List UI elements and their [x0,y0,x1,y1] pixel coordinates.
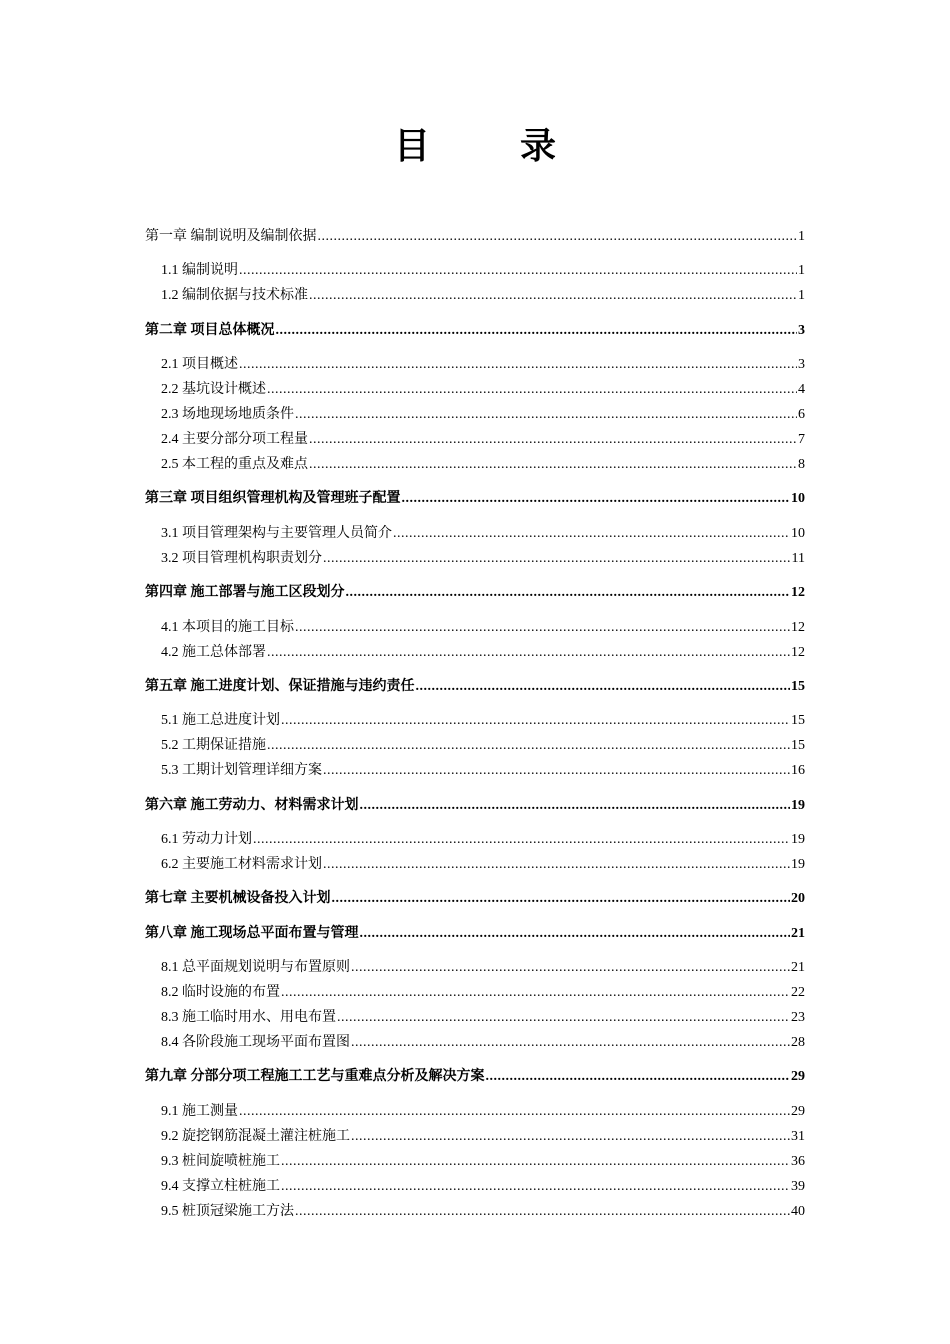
toc-section-entry[interactable] [161,831,805,849]
toc-page-number: 39 [791,1179,805,1194]
toc-dot-leader [309,431,797,449]
toc-dot-leader [267,644,790,662]
toc-page-number: 10 [791,491,805,506]
toc-entry-title: 2.2 基坑设计概述 [161,382,266,397]
toc-section-entry[interactable] [161,381,805,399]
toc-section-entry[interactable] [161,431,805,449]
toc-section-entry[interactable] [161,619,805,637]
toc-section-entry[interactable] [161,712,805,730]
toc-page-number: 15 [791,679,805,694]
toc-dot-leader [295,406,797,424]
toc-entry-title: 第三章 项目组织管理机构及管理班子配置 [145,491,401,506]
toc-entry-title: 第五章 施工进度计划、保证措施与违约责任 [145,679,415,694]
toc-page-number: 7 [798,432,805,447]
toc-entry-title: 2.5 本工程的重点及难点 [161,457,308,472]
toc-dot-leader [309,456,797,474]
toc-page-number: 12 [791,585,805,600]
toc-dot-leader [318,228,798,246]
toc-dot-leader [351,1128,790,1146]
toc-dot-leader [323,856,790,874]
toc-section-entry[interactable] [161,644,805,662]
toc-entry-title: 4.1 本项目的施工目标 [161,620,294,635]
toc-entry-title: 9.4 支撑立柱桩施工 [161,1179,280,1194]
toc-dot-leader [239,356,797,374]
toc-entry-title: 第九章 分部分项工程施工工艺与重难点分析及解决方案 [145,1069,485,1084]
toc-page-number: 1 [798,263,805,278]
toc-entry-title: 6.1 劳动力计划 [161,832,252,847]
toc-section-entry[interactable] [161,456,805,474]
toc-dot-leader [281,1178,790,1196]
toc-page-number: 19 [791,857,805,872]
toc-dot-leader [323,550,791,568]
toc-entry-title: 3.1 项目管理架构与主要管理人员简介 [161,526,392,541]
toc-page-number: 29 [791,1069,805,1084]
toc-page-number: 1 [798,288,805,303]
toc-dot-leader [281,712,790,730]
toc-page-number: 21 [791,926,805,941]
toc-page-number: 20 [791,891,805,906]
toc-page-number: 22 [791,985,805,1000]
toc-chapter-entry[interactable] [145,797,805,815]
toc-section-entry[interactable] [161,1178,805,1196]
toc-dot-leader [295,619,790,637]
toc-dot-leader [351,1034,790,1052]
toc-chapter-entry[interactable] [145,228,805,246]
toc-dot-leader [337,1009,790,1027]
toc-chapter-entry[interactable] [145,490,805,508]
toc-chapter-entry[interactable] [145,890,805,908]
toc-entry-title: 2.1 项目概述 [161,357,238,372]
toc-entry-title: 第一章 编制说明及编制依据 [145,229,317,244]
toc-dot-leader [402,490,791,508]
toc-entry-title: 9.1 施工测量 [161,1104,238,1119]
toc-dot-leader [295,1203,790,1221]
toc-section-entry[interactable] [161,287,805,305]
toc-entry-title: 第六章 施工劳动力、材料需求计划 [145,798,359,813]
toc-entry-title: 9.2 旋挖钢筋混凝土灌注桩施工 [161,1129,350,1144]
toc-dot-leader [239,262,797,280]
toc-dot-leader [486,1068,791,1086]
toc-page-number: 29 [791,1104,805,1119]
toc-page-number: 28 [791,1035,805,1050]
toc-dot-leader [267,737,790,755]
toc-entry-title: 第八章 施工现场总平面布置与管理 [145,926,359,941]
toc-entry-title: 8.3 施工临时用水、用电布置 [161,1010,336,1025]
toc-dot-leader [267,381,797,399]
toc-entry-title: 5.1 施工总进度计划 [161,713,280,728]
toc-chapter-entry[interactable] [145,322,805,340]
toc-dot-leader [393,525,790,543]
toc-page-number: 11 [791,551,805,566]
toc-page-number: 4 [798,382,805,397]
toc-entry-title: 8.4 各阶段施工现场平面布置图 [161,1035,350,1050]
toc-dot-leader [360,797,791,815]
toc-entry-title: 1.1 编制说明 [161,263,238,278]
toc-dot-leader [281,1153,790,1171]
toc-entry-title: 8.2 临时设施的布置 [161,985,280,1000]
toc-page-number: 16 [791,763,805,778]
toc-entry-title: 4.2 施工总体部署 [161,645,266,660]
toc-chapter-entry[interactable] [145,584,805,602]
toc-section-entry[interactable] [161,762,805,780]
toc-section-entry[interactable] [161,1009,805,1027]
toc-section-entry[interactable] [161,1203,805,1221]
toc-dot-leader [276,322,798,340]
toc-section-entry[interactable] [161,959,805,977]
toc-dot-leader [239,1103,790,1121]
toc-entry-title: 2.3 场地现场地质条件 [161,407,294,422]
toc-page-number: 19 [791,832,805,847]
toc-page-number: 12 [791,620,805,635]
toc-dot-leader [253,831,790,849]
toc-dot-leader [332,890,791,908]
toc-page-number: 12 [791,645,805,660]
toc-section-entry[interactable] [161,525,805,543]
toc-chapter-entry[interactable] [145,925,805,943]
toc-page-number: 3 [798,323,805,338]
toc-entry-title: 5.2 工期保证措施 [161,738,266,753]
toc-page-number: 3 [798,357,805,372]
toc-dot-leader [281,984,790,1002]
toc-page-number: 36 [791,1154,805,1169]
toc-entry-title: 8.1 总平面规划说明与布置原则 [161,960,350,975]
toc-dot-leader [309,287,797,305]
toc-chapter-entry[interactable] [145,678,805,696]
toc-page-number: 19 [791,798,805,813]
toc-section-entry[interactable] [161,262,805,280]
toc-section-entry[interactable] [161,1153,805,1171]
toc-page-number: 10 [791,526,805,541]
toc-entry-title: 9.5 桩顶冠梁施工方法 [161,1204,294,1219]
toc-page-number: 15 [791,713,805,728]
toc-section-entry[interactable] [161,550,805,568]
toc-entry-title: 5.3 工期计划管理详细方案 [161,763,322,778]
toc-dot-leader [346,584,791,602]
toc-entry-title: 6.2 主要施工材料需求计划 [161,857,322,872]
toc-page-number: 1 [798,229,805,244]
toc-section-entry[interactable] [161,856,805,874]
toc-dot-leader [351,959,790,977]
toc-section-entry[interactable] [161,1034,805,1052]
toc-page-number: 8 [798,457,805,472]
toc-dot-leader [416,678,791,696]
toc-section-entry[interactable] [161,984,805,1002]
toc-entry-title: 1.2 编制依据与技术标准 [161,288,308,303]
toc-entry-title: 第七章 主要机械设备投入计划 [145,891,331,906]
toc-entry-title: 2.4 主要分部分项工程量 [161,432,308,447]
toc-page-number: 23 [791,1010,805,1025]
toc-page-number: 15 [791,738,805,753]
toc-entry-title: 3.2 项目管理机构职责划分 [161,551,322,566]
toc-page-number: 40 [791,1204,805,1219]
toc-section-entry[interactable] [161,1103,805,1121]
toc-section-entry[interactable] [161,1128,805,1146]
toc-entry-title: 第四章 施工部署与施工区段划分 [145,585,345,600]
toc-page-number: 21 [791,960,805,975]
toc-section-entry[interactable] [161,737,805,755]
toc-page-number: 31 [791,1129,805,1144]
toc-entry-title: 9.3 桩间旋喷桩施工 [161,1154,280,1169]
toc-chapter-entry[interactable] [145,1068,805,1086]
toc-section-entry[interactable] [161,356,805,374]
toc-page-number: 6 [798,407,805,422]
toc-section-entry[interactable] [161,406,805,424]
title-char-1: 目 [393,125,430,167]
toc-entry-title: 第二章 项目总体概况 [145,323,275,338]
toc-dot-leader [360,925,791,943]
toc-dot-leader [323,762,790,780]
title-char-2: 录 [520,125,557,167]
